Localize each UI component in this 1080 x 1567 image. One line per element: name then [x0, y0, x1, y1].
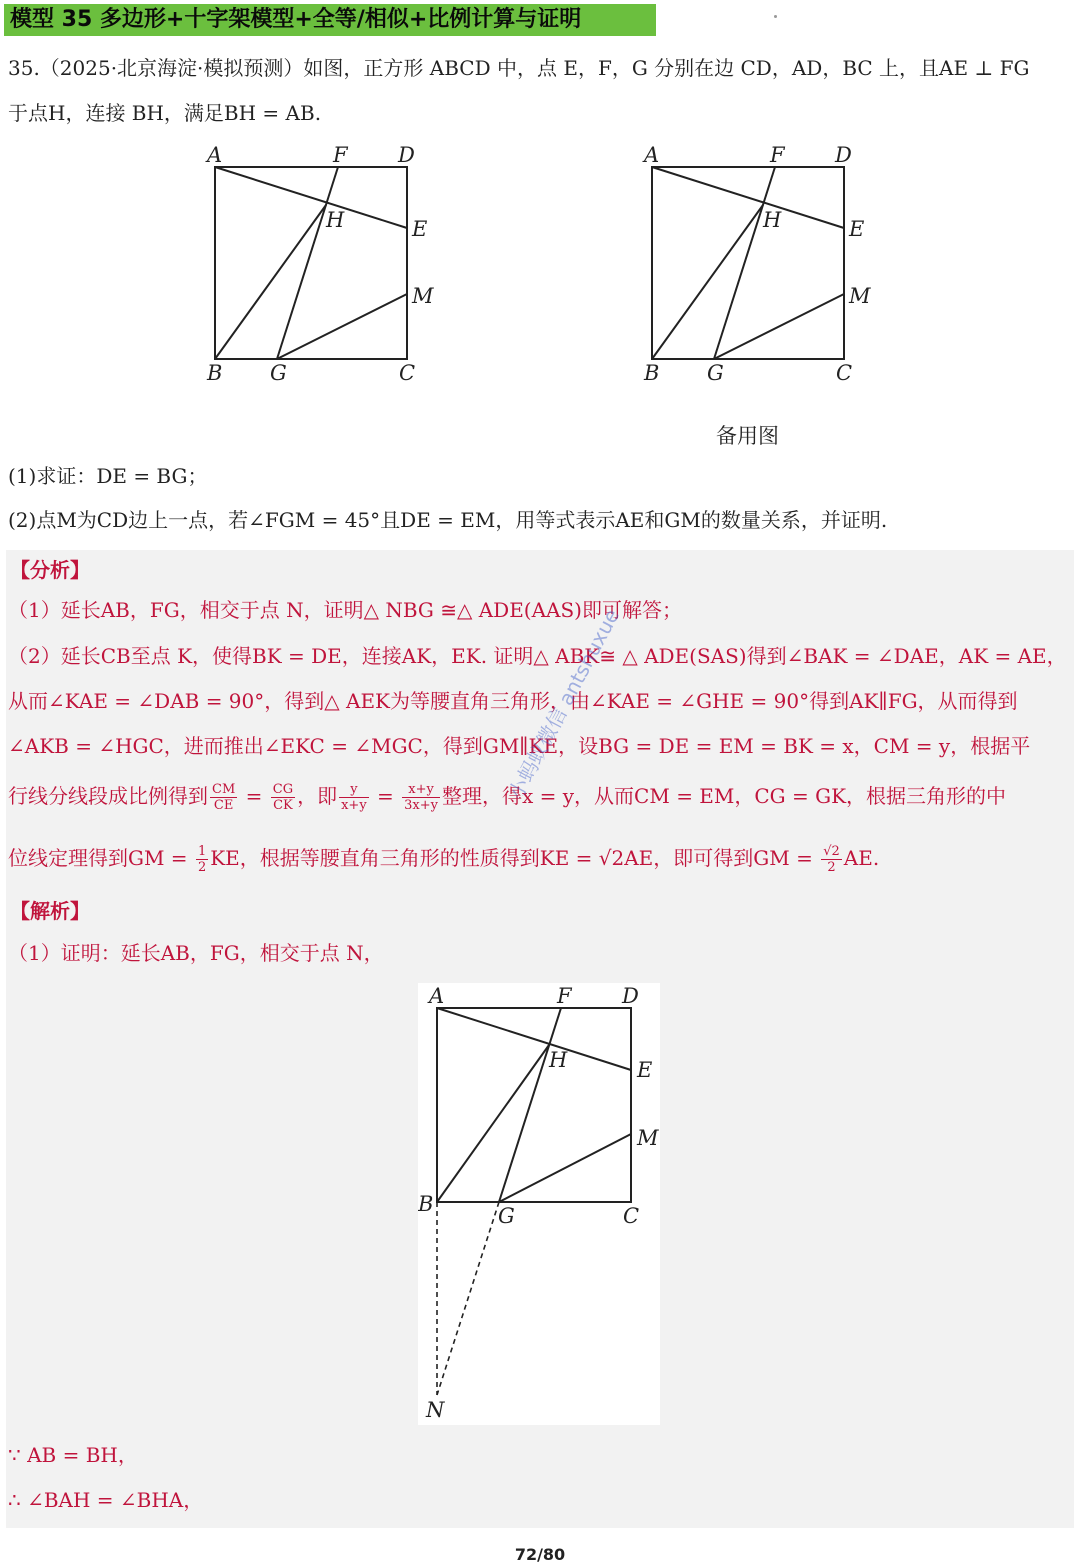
solution-step-1: ∵ AB = BH，: [8, 1443, 138, 1467]
label-a: A: [429, 984, 445, 1008]
label-n: N: [426, 1398, 445, 1422]
segment-ae: [652, 167, 844, 228]
fraction-one-half: [196, 844, 208, 875]
text-segment: KE，根据等腰直角三角形的性质得到KE = √2AE，即可得到GM =: [210, 846, 820, 870]
fraction-y-xy: [339, 782, 369, 813]
label-g: G: [498, 1204, 515, 1228]
label-h: H: [549, 1048, 568, 1072]
numerator: √2: [823, 844, 840, 859]
watermark: 小蚂蚁微信 antshuxue: [503, 604, 625, 804]
label-d: D: [835, 143, 852, 167]
label-f: F: [333, 143, 348, 167]
numerator: CG: [272, 782, 294, 797]
numerator: 1: [197, 844, 207, 859]
solution-step-2: ∴ ∠BAH = ∠BHA，: [8, 1488, 204, 1512]
label-c: C: [623, 1204, 640, 1228]
figure-solution: [418, 983, 660, 1425]
segment-ae: [215, 167, 407, 228]
label-h: H: [763, 208, 782, 232]
solution-part-1-intro: （1）证明：延长AB，FG，相交于点 N，: [8, 941, 384, 965]
text-segment: 位线定理得到GM =: [8, 846, 194, 870]
denominator: x+y: [341, 798, 367, 813]
label-f: F: [770, 143, 785, 167]
analysis-heading: 【分析】: [10, 558, 90, 582]
label-b: B: [644, 361, 660, 385]
analysis-part-2-line-5: [8, 844, 879, 875]
label-g: G: [270, 361, 287, 385]
problem-line-1: 35.（2025·北京海淀·模拟预测）如图，正方形 ABCD 中，点 E，F，G 分别在边 CD，AD，BC 上，且AE ⊥ FG: [8, 56, 1030, 80]
section-title-banner: 模型 35 多边形+十字架模型+全等/相似+比例计算与证明: [4, 4, 656, 36]
label-e: E: [849, 217, 865, 241]
spare-figure-caption: 备用图: [716, 424, 779, 448]
segment-bh: [215, 205, 326, 359]
denominator: CK: [273, 798, 293, 813]
question-2: (2)点M为CD边上一点，若∠FGM = 45°且DE = EM，用等式表示AE和GM的数量关系，并证明.: [8, 508, 888, 532]
label-a: A: [644, 143, 660, 167]
segment-gm: [277, 294, 407, 359]
text-segment: 行线分线段成比例得到: [8, 784, 208, 808]
segment-gm: [714, 294, 844, 359]
label-d: D: [622, 984, 639, 1008]
label-d: D: [398, 143, 415, 167]
label-b: B: [418, 1192, 434, 1216]
square-abcd: [215, 167, 407, 359]
label-e: E: [412, 217, 428, 241]
equals: =: [370, 784, 401, 808]
numerator: x+y: [402, 782, 440, 798]
page-number: 72/80: [514, 1545, 566, 1564]
label-g: G: [707, 361, 724, 385]
label-c: C: [836, 361, 853, 385]
text-segment: AE.: [843, 846, 880, 870]
fraction-xy-3xy: [402, 782, 440, 813]
label-c: C: [399, 361, 416, 385]
square-abcd: [652, 167, 844, 359]
label-h: H: [326, 208, 345, 232]
stray-dot: [774, 15, 777, 18]
denominator: 3x+y: [404, 798, 438, 813]
figure-main: [195, 140, 455, 390]
denominator: 2: [827, 860, 836, 875]
analysis-part-2-line-2: 从而∠KAE = ∠DAB = 90°，得到△ AEK为等腰直角三角形，由∠KAE = ∠GHE = 90°得到AK∥FG，从而得到: [8, 689, 1018, 713]
analysis-part-2-line-1: （2）延长CB至点 K，使得BK = DE，连接AK，EK. 证明△ ABK≅ △ ADE(SAS)得到∠BAK = ∠DAE，AK = AE，: [8, 644, 1067, 668]
denominator: 2: [197, 860, 207, 875]
analysis-part-1: （1）延长AB，FG，相交于点 N，证明△ NBG ≅△ ADE(AAS)即可解答；: [8, 598, 682, 622]
fraction-cg-ck: [271, 782, 295, 813]
denominator: CE: [213, 798, 234, 813]
numerator: y: [339, 782, 369, 798]
fraction-root2-over-2: [821, 844, 842, 875]
figure-spare: [632, 140, 892, 390]
label-m: M: [849, 284, 871, 308]
label-f: F: [557, 984, 572, 1008]
label-e: E: [637, 1058, 653, 1082]
segment-bh: [652, 205, 763, 359]
text-segment: 整理，得x = y，从而CM = EM，CG = GK，根据三角形的中: [442, 784, 1007, 808]
equals: =: [239, 784, 269, 808]
label-m: M: [637, 1126, 659, 1150]
text-segment: ，即: [297, 784, 338, 808]
numerator: CM: [212, 782, 236, 797]
analysis-part-2-line-3: ∠AKB = ∠HGC，进而推出∠EKC = ∠MGC，得到GM∥KE，设BG = DE = EM = BK = x，CM = y，根据平: [8, 734, 1031, 758]
label-b: B: [207, 361, 223, 385]
fraction-cm-ce: [210, 782, 237, 813]
problem-line-2: 于点H，连接 BH，满足BH = AB.: [8, 101, 322, 125]
solution-heading: 【解析】: [10, 899, 90, 923]
label-a: A: [207, 143, 223, 167]
question-1: (1)求证：DE = BG；: [8, 464, 208, 488]
label-m: M: [412, 284, 434, 308]
